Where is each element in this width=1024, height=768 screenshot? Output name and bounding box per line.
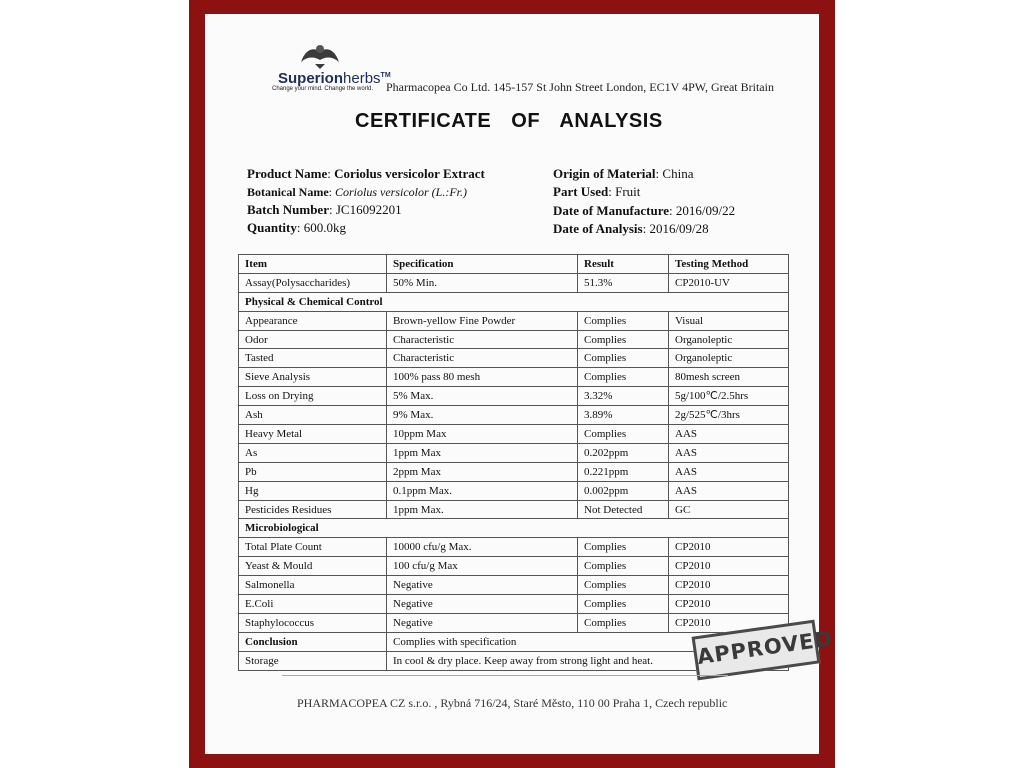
table-row bbox=[239, 538, 789, 557]
specification-cell: Brown-yellow Fine Powder bbox=[387, 311, 578, 330]
result-cell: Complies bbox=[578, 576, 669, 595]
result-cell: 0.002ppm bbox=[578, 481, 669, 500]
method-cell: CP2010 bbox=[669, 557, 789, 576]
result-cell: Complies bbox=[578, 368, 669, 387]
method-cell: Organoleptic bbox=[669, 349, 789, 368]
specification-cell: 1ppm Max. bbox=[387, 500, 578, 519]
analysis-table bbox=[238, 254, 789, 671]
method-cell: AAS bbox=[669, 425, 789, 444]
table-row bbox=[239, 311, 789, 330]
item-cell: As bbox=[239, 443, 387, 462]
storage-value: In cool & dry place. Keep away from strong light and heat. bbox=[387, 651, 789, 670]
section-row bbox=[239, 519, 789, 538]
item-cell: Pb bbox=[239, 462, 387, 481]
footer-address: PHARMACOPEA CZ s.r.o. , Rybná 716/24, Staré Město, 110 00 Praha 1, Czech republic bbox=[297, 696, 728, 710]
method-cell: CP2010 bbox=[669, 576, 789, 595]
specification-cell: 5% Max. bbox=[387, 387, 578, 406]
column-header-item: Item bbox=[239, 255, 387, 274]
result-cell: Complies bbox=[578, 425, 669, 444]
result-cell: Complies bbox=[578, 330, 669, 349]
table-row bbox=[239, 273, 789, 292]
table-header-row bbox=[239, 255, 789, 274]
result-cell: Complies bbox=[578, 538, 669, 557]
method-cell: AAS bbox=[669, 462, 789, 481]
result-cell: 3.32% bbox=[578, 387, 669, 406]
column-header-testing-method: Testing Method bbox=[669, 255, 789, 274]
specification-cell: 100% pass 80 mesh bbox=[387, 368, 578, 387]
method-cell: AAS bbox=[669, 443, 789, 462]
section-label: Physical & Chemical Control bbox=[239, 292, 789, 311]
botanical-name-field: Botanical Name: Coriolus versicolor (L.:Fr.) bbox=[247, 185, 467, 199]
brand-tagline: Change your mind. Change the world. bbox=[272, 86, 374, 92]
manufacture-date-field: Date of Manufacture: 2016/09/22 bbox=[553, 203, 736, 218]
method-cell: CP2010 bbox=[669, 595, 789, 614]
table-row bbox=[239, 500, 789, 519]
specification-cell: Negative bbox=[387, 613, 578, 632]
specification-cell: 1ppm Max bbox=[387, 443, 578, 462]
stamp-text: APPROVED bbox=[695, 626, 835, 670]
analysis-date-field: Date of Analysis: 2016/09/28 bbox=[553, 221, 709, 236]
result-cell: Complies bbox=[578, 613, 669, 632]
method-cell: 80mesh screen bbox=[669, 368, 789, 387]
brand-name: Superionherbs™ bbox=[278, 70, 391, 87]
result-cell: 0.202ppm bbox=[578, 443, 669, 462]
item-cell: Staphylococcus bbox=[239, 613, 387, 632]
table-row bbox=[239, 425, 789, 444]
company-address: Pharmacopea Co Ltd. 145-157 St John Street London, EC1V 4PW, Great Britain bbox=[386, 80, 774, 94]
item-cell: Tasted bbox=[239, 349, 387, 368]
conclusion-label: Conclusion bbox=[239, 632, 387, 651]
section-row bbox=[239, 292, 789, 311]
method-cell: CP2010 bbox=[669, 538, 789, 557]
item-cell: Hg bbox=[239, 481, 387, 500]
item-cell: Sieve Analysis bbox=[239, 368, 387, 387]
item-cell: Pesticides Residues bbox=[239, 500, 387, 519]
origin-field: Origin of Material: China bbox=[553, 166, 694, 181]
table-row bbox=[239, 368, 789, 387]
result-cell: 3.89% bbox=[578, 406, 669, 425]
result-cell: Complies bbox=[578, 349, 669, 368]
result-cell: Complies bbox=[578, 595, 669, 614]
specification-cell: 9% Max. bbox=[387, 406, 578, 425]
table-row bbox=[239, 595, 789, 614]
table-row bbox=[239, 349, 789, 368]
specification-cell: Characteristic bbox=[387, 330, 578, 349]
method-cell: AAS bbox=[669, 481, 789, 500]
table-row bbox=[239, 613, 789, 632]
item-cell: Loss on Drying bbox=[239, 387, 387, 406]
table-row bbox=[239, 330, 789, 349]
item-cell: Salmonella bbox=[239, 576, 387, 595]
part-used-field: Part Used: Fruit bbox=[553, 184, 641, 199]
specification-cell: Negative bbox=[387, 595, 578, 614]
method-cell: GC bbox=[669, 500, 789, 519]
table-row bbox=[239, 443, 789, 462]
specification-cell: 0.1ppm Max. bbox=[387, 481, 578, 500]
table-row bbox=[239, 576, 789, 595]
method-cell: Visual bbox=[669, 311, 789, 330]
result-cell: 51.3% bbox=[578, 273, 669, 292]
column-header-specification: Specification bbox=[387, 255, 578, 274]
result-cell: Not Detected bbox=[578, 500, 669, 519]
specification-cell: 10000 cfu/g Max. bbox=[387, 538, 578, 557]
item-cell: Heavy Metal bbox=[239, 425, 387, 444]
item-cell: Total Plate Count bbox=[239, 538, 387, 557]
specification-cell: 50% Min. bbox=[387, 273, 578, 292]
result-cell: Complies bbox=[578, 311, 669, 330]
footer-divider bbox=[282, 675, 728, 676]
item-cell: Odor bbox=[239, 330, 387, 349]
specification-cell: Negative bbox=[387, 576, 578, 595]
table-row bbox=[239, 406, 789, 425]
specification-cell: 2ppm Max bbox=[387, 462, 578, 481]
page-title: CERTIFICATE OF ANALYSIS bbox=[355, 110, 663, 132]
method-cell: 5g/100℃/2.5hrs bbox=[669, 387, 789, 406]
table-row bbox=[239, 481, 789, 500]
quantity-field: Quantity: 600.0kg bbox=[247, 220, 346, 235]
item-cell: Assay(Polysaccharides) bbox=[239, 273, 387, 292]
storage-label: Storage bbox=[239, 651, 387, 670]
column-header-result: Result bbox=[578, 255, 669, 274]
method-cell: CP2010-UV bbox=[669, 273, 789, 292]
specification-cell: 100 cfu/g Max bbox=[387, 557, 578, 576]
table-row bbox=[239, 557, 789, 576]
result-cell: 0.221ppm bbox=[578, 462, 669, 481]
specification-cell: 10ppm Max bbox=[387, 425, 578, 444]
section-label: Microbiological bbox=[239, 519, 789, 538]
method-cell: CP2010 bbox=[669, 613, 789, 632]
conclusion-value: Complies with specification bbox=[387, 632, 789, 651]
item-cell: E.Coli bbox=[239, 595, 387, 614]
table-row bbox=[239, 462, 789, 481]
specification-cell: Characteristic bbox=[387, 349, 578, 368]
product-name-field: Product Name: Coriolus versicolor Extract bbox=[247, 166, 485, 181]
item-cell: Ash bbox=[239, 406, 387, 425]
result-cell: Complies bbox=[578, 557, 669, 576]
eagle-logo-icon bbox=[299, 40, 341, 70]
batch-number-field: Batch Number: JC16092201 bbox=[247, 202, 402, 217]
item-cell: Yeast & Mould bbox=[239, 557, 387, 576]
item-cell: Appearance bbox=[239, 311, 387, 330]
table-row bbox=[239, 387, 789, 406]
method-cell: 2g/525℃/3hrs bbox=[669, 406, 789, 425]
method-cell: Organoleptic bbox=[669, 330, 789, 349]
